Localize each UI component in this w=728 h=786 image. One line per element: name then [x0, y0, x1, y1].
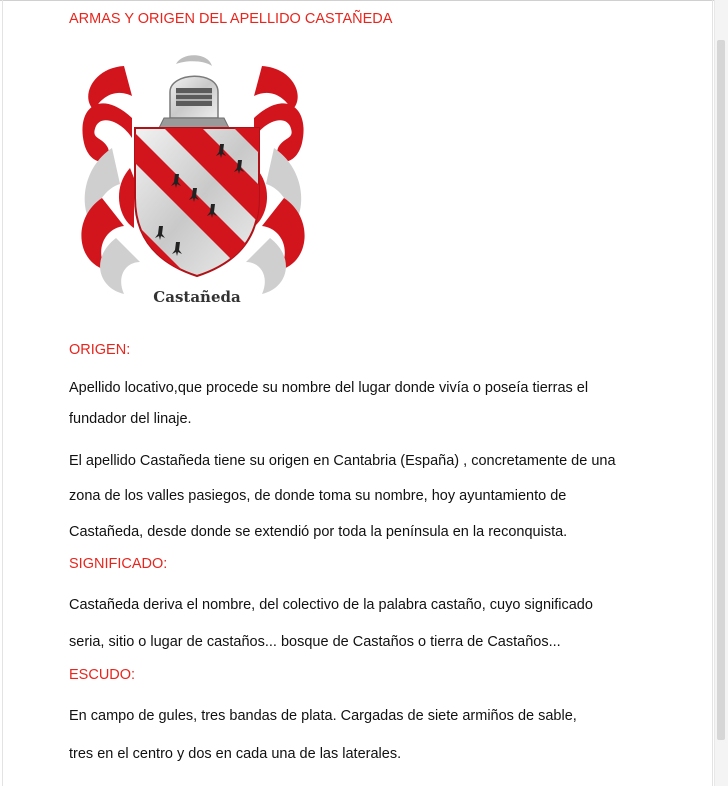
section-heading-origen: ORIGEN:	[69, 342, 131, 358]
paragraph-line: fundador del linaje.	[69, 411, 192, 427]
paragraph-line: tres en el centro y dos en cada una de las laterales.	[69, 746, 402, 762]
paragraph-line: El apellido Castañeda tiene su origen en Cantabria (España) , concretamente de una	[69, 453, 616, 469]
paragraph-line: Castañeda, desde donde se extendió por toda la península en la reconquista.	[69, 524, 568, 540]
document-title: ARMAS Y ORIGEN DEL APELLIDO CASTAÑEDA	[69, 11, 393, 27]
mantling-icon	[81, 66, 140, 294]
page-edge-left	[2, 0, 3, 786]
paragraph-line: zona de los valles pasiegos, de donde toma su nombre, hoy ayuntamiento de	[69, 488, 567, 504]
paragraph-line: Castañeda deriva el nombre, del colectivo de la palabra castaño, cuyo significado	[69, 597, 593, 613]
section-heading-escudo: ESCUDO:	[69, 667, 136, 683]
crest-name-label: Castañeda	[153, 288, 241, 306]
scrollbar-thumb[interactable]	[717, 40, 725, 740]
top-border	[0, 0, 728, 1]
paragraph-line: seria, sitio o lugar de castaños... bosque de Castaños o tierra de Castaños...	[69, 634, 561, 650]
coat-of-arms-image	[72, 48, 314, 310]
page-edge-right	[712, 0, 713, 786]
paragraph-line: Apellido locativo,que procede su nombre del lugar donde vivía o poseía tierras el	[69, 380, 589, 396]
helmet-icon	[158, 55, 230, 130]
paragraph-line: En campo de gules, tres bandas de plata. Cargadas de siete armiños de sable,	[69, 708, 577, 724]
section-heading-significado: SIGNIFICADO:	[69, 556, 168, 572]
